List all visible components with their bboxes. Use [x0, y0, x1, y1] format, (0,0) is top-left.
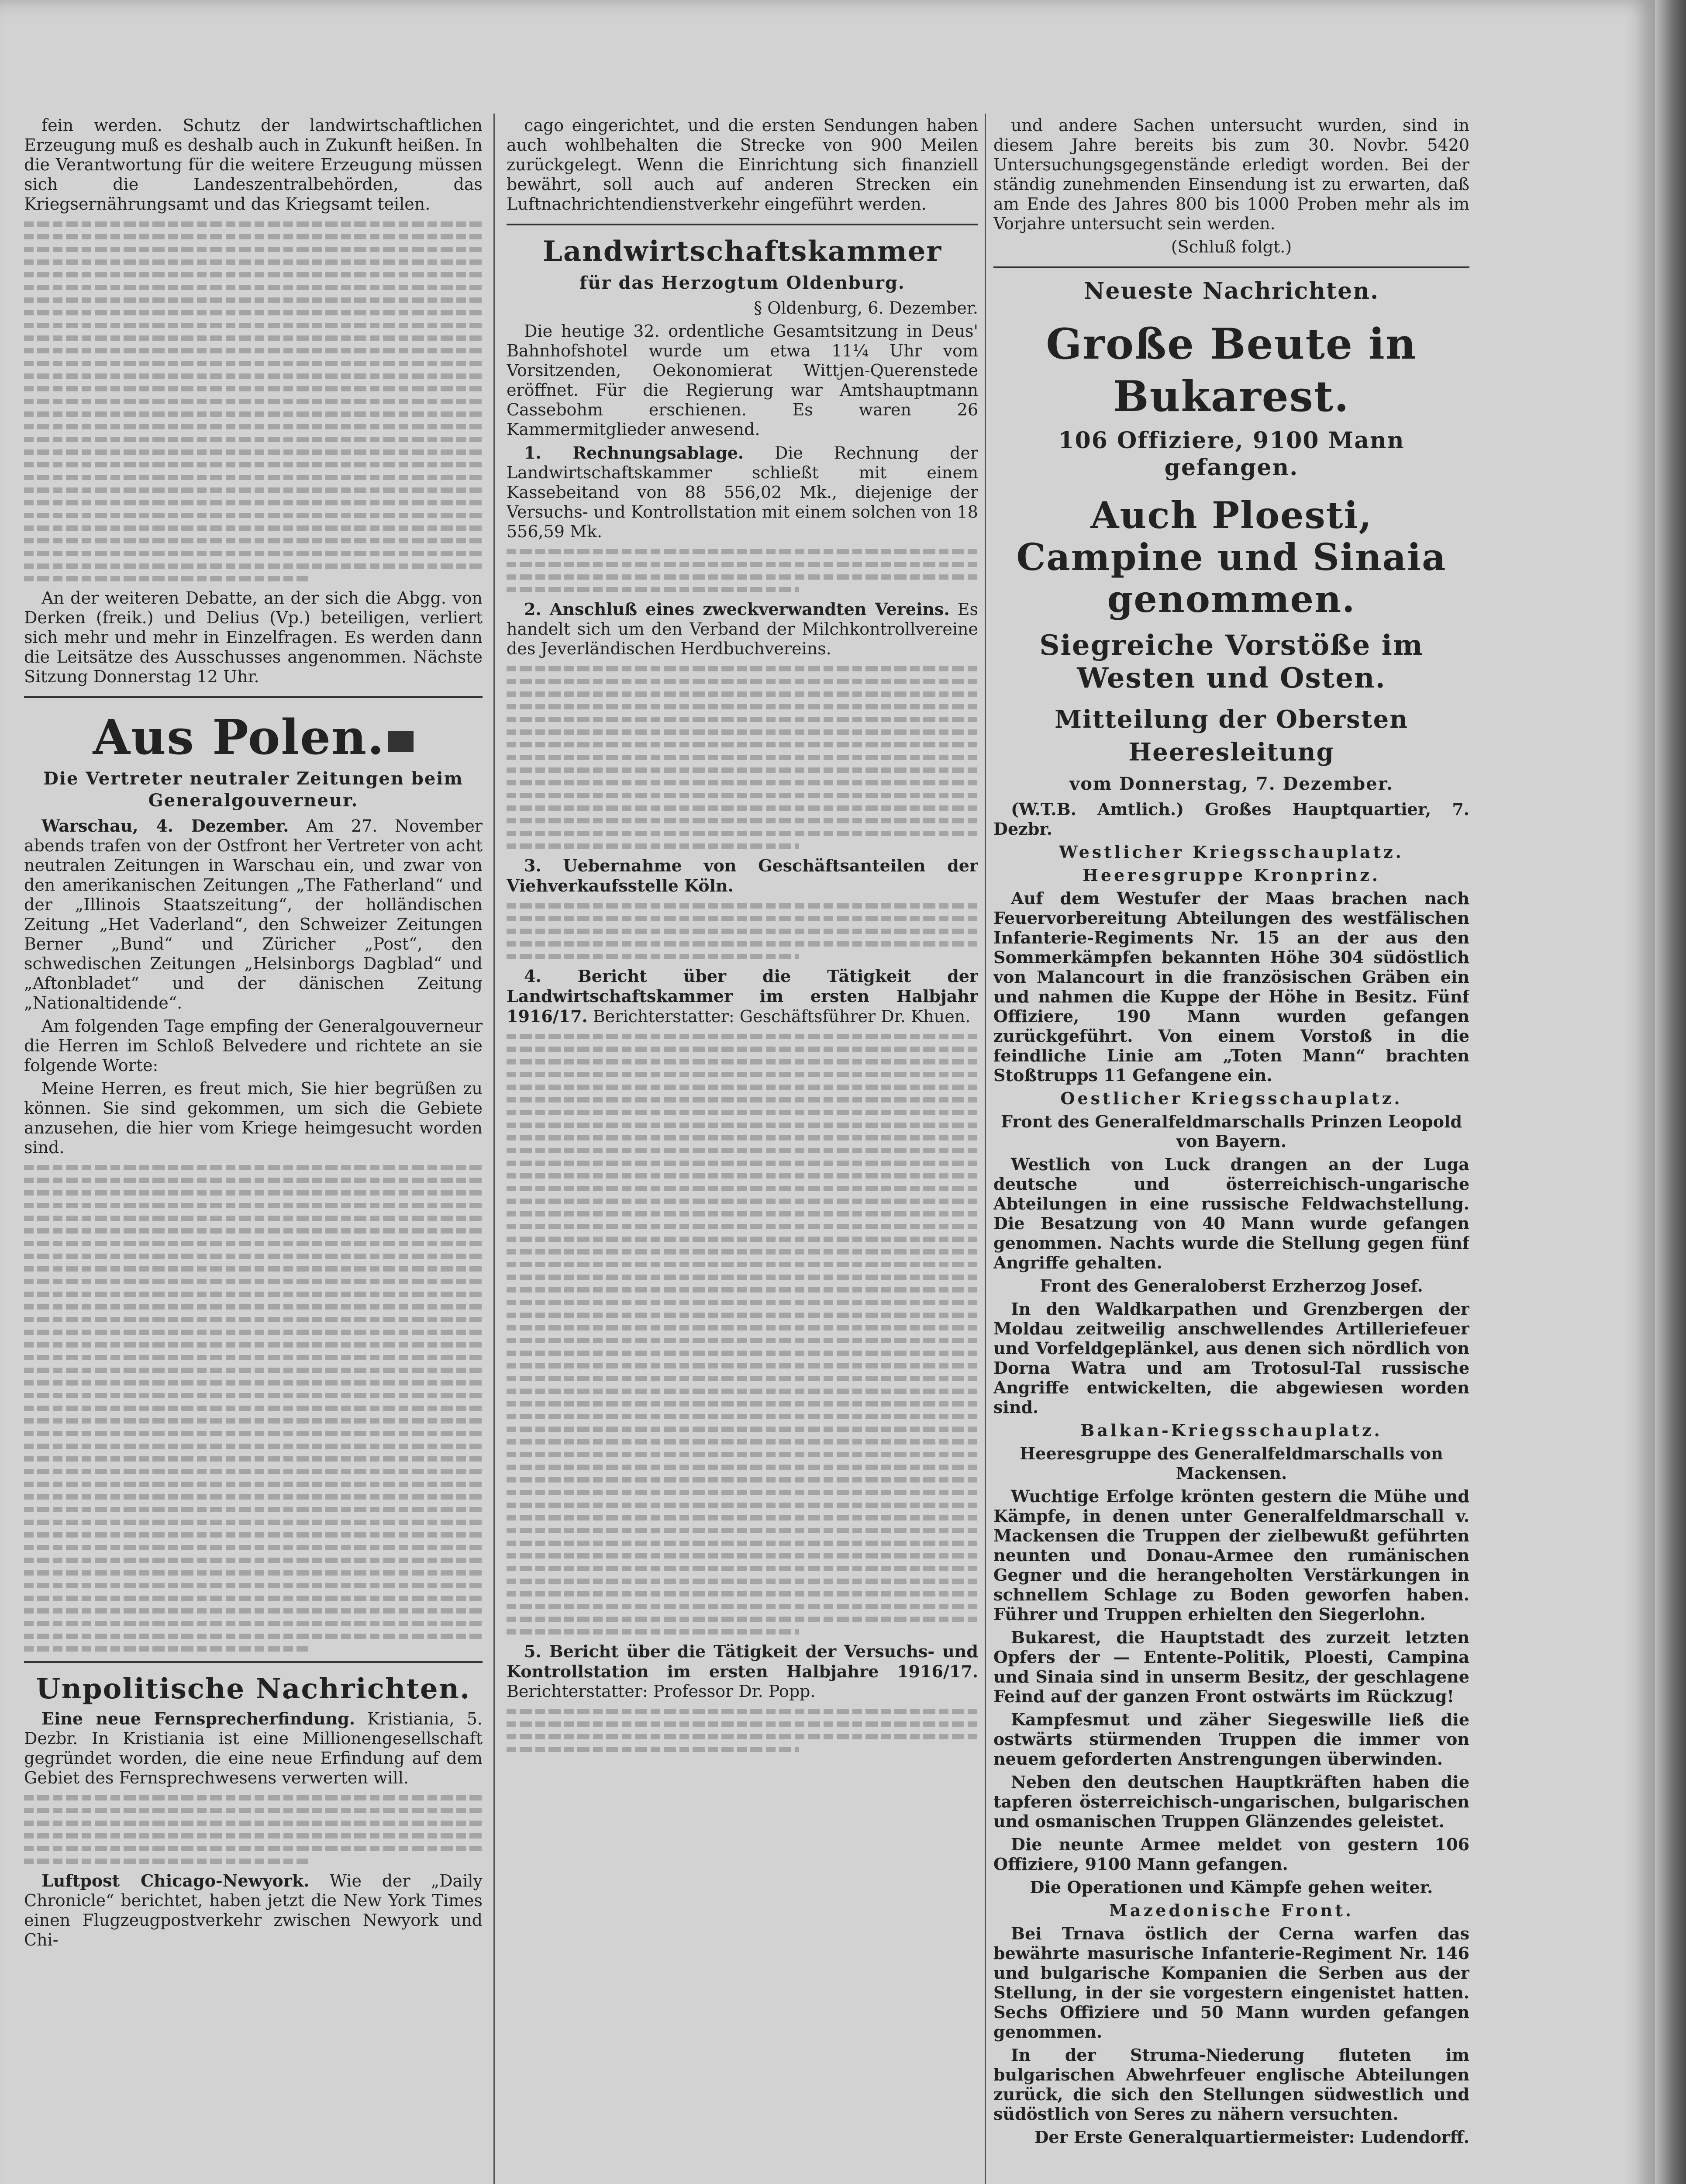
ploesti-headline: Auch Ploesti, Campine und Sinaia genommen. [1016, 494, 1447, 621]
item3-body-text [507, 903, 978, 959]
column-middle [507, 116, 978, 2184]
maz-text: Bei Trnava östlich der Cerna warfen das bewährte masurische Infanterie-Regiment Nr. 146 und bulgarische Kompanien die Serben aus der Stellung, in der sie vorgestern eingenistet hatten. Sechs Offiziere und 50 Mann wurden gefangen genommen. [993, 1924, 1469, 2042]
fern-item: Eine neue Fernsprecherfindung. Kristiania, 5. Dezbr. In Kristiania ist eine Millionengesellschaft gegründet worden, die eine neue Erfindung auf dem Gebiet des Fernsprechwesens verwerten will. [24, 1709, 483, 1787]
column-right [993, 116, 1469, 2184]
polen-para-3: Meine Herren, es freut mich, Sie hier begrüßen zu können. Sie sind gekommen, um sich die Gebiete anzusehen, die hier vom Kriege heimgesucht worden sind. [24, 1079, 483, 1157]
josef-heading: Front des Generaloberst Erzherzog Josef. [1040, 1276, 1423, 1296]
col3-para-top: und andere Sachen untersucht wurden, sind in diesem Jahre bereits bis zum 30. Novbr. 5420 Untersuchungsgegenstände erledigt worden. Bei der ständig zunehmenden Einsendung ist zu erwarten, daß am Ende des Jahres 800 bis 1000 Proben mehr als im Vorjahre untersucht sein werden. [993, 116, 1469, 233]
column-left [24, 116, 483, 2184]
wtb-line: (W.T.B. Amtlich.) Großes Hauptquartier, 7. Dezbr. [993, 799, 1469, 839]
ost-text: Westlich von Luck drangen an der Luga deutsche und österreichisch-ungarische Abteilungen in eine russische Feldwachstellung. Die Besatzung von 40 Mann wurde gefangen genommen. Nachts wurde die Stellung gegen fünf Angriffe gehalten. [993, 1154, 1469, 1272]
offiziere-headline: 106 Offiziere, 9100 Mann gefangen. [1058, 427, 1405, 481]
lwk-lead: Die heutige 32. ordentliche Gesamtsitzung in Deus' Bahnhofshotel wurde um etwa 11¼ Uhr vom Vorsitzenden, Oekonomierat Wittjen-Querenstede eröffnet. Für die Regierung war Amtshauptmann Cassebohm erschienen. Es waren 26 Kammermitglieder anwesend. [507, 321, 978, 439]
polen-subtitle: Die Vertreter neutraler Zeitungen beim Generalgouverneur. [43, 768, 463, 811]
neben-text: Neben den deutschen Hauptkräften haben die tapferen österreichisch-ungarischen, bulgarischen und osmanischen Truppen Glänzendes geleistet. [993, 1772, 1469, 1831]
mackensen-heading: Heeresgruppe des Generalfeldmarschalls von Mackensen. [1020, 1444, 1443, 1483]
lwk-item-5: 5. Bericht über die Tätigkeit der Versuchs- und Kontrollstation im ersten Halbjahre 1916/17. Berichterstatter: Professor Dr. Popp. [507, 1641, 978, 1701]
column-divider-1 [493, 114, 495, 2184]
vorstoesse-headline: Siegreiche Vorstöße im Westen und Osten. [1039, 629, 1424, 695]
col1-body-text [24, 221, 483, 581]
kronprinz-heading: Heeresgruppe Kronprinz. [1082, 865, 1381, 885]
item4-body-text [507, 1034, 978, 1635]
item2-body-text [507, 666, 978, 849]
vom-date: vom Donnerstag, 7. Dezember. [1069, 774, 1393, 794]
page-edge [1655, 0, 1686, 2184]
lwk-item-3: 3. Uebernahme von Geschäftsanteilen der Viehverkaufsstelle Köln. [507, 856, 978, 895]
neunte-text: Die neunte Armee meldet von gestern 106 Offiziere, 9100 Mann gefangen. [993, 1835, 1469, 1874]
col1-para-top: fein werden. Schutz der landwirtschaftlichen Erzeugung muß es deshalb auch in Zukunft heißen. In die Verantwortung für die weitere Erzeugung müssen sich die Landeszentralbehörden, das Kriegsernährungsamt und das Kriegsamt teilen. [24, 116, 483, 214]
ost-heading: Oestlicher Kriegsschauplatz. [1060, 1089, 1403, 1108]
west-text: Auf dem Westufer der Maas brachen nach Feuervorbereitung Abteilungen des westfälischen Infanterie-Regiments Nr. 15 an der aus den Sommerkämpfen bekannten Höhe 304 südöstlich von Malancourt in die französischen Gräben ein und nahmen die Kuppe der Höhe in Besitz. Fünf Offiziere, 190 Mann wurden gefangen zurückgeführt. Von einem Vorstoß in die feindliche Linie am „Toten Mann“ brachten Stoßtrupps 11 Gefangene ein. [993, 888, 1469, 1085]
beute-headline: Große Beute in Bukarest. [1046, 319, 1417, 421]
polen-para-2: Am folgenden Tage empfing der Generalgouverneur die Herren im Schloß Belvedere und richtete an sie folgende Worte: [24, 1016, 483, 1075]
col1-rule-1 [24, 696, 483, 698]
col1-para-close: An der weiteren Debatte, an der sich die Abgg. von Derken (freik.) und Delius (Vp.) beteiligen, verliert sich mehr und mehr in Einzelfragen. Es werden dann die Leitsätze des Ausschusses angenommen. Nächste Sitzung Donnerstag 12 Uhr. [24, 588, 483, 686]
lwk-subtitle: für das Herzogtum Oldenburg. [579, 273, 905, 293]
lwk-item-4: 4. Bericht über die Tätigkeit der Landwirtschaftskammer im ersten Halbjahr 1916/17. Berichterstatter: Geschäftsführer Dr. Khuen. [507, 966, 978, 1026]
leopold-heading: Front des Generalfeldmarschalls Prinzen Leopold von Bayern. [1000, 1112, 1462, 1151]
ops-text: Die Operationen und Kämpfe gehen weiter. [1030, 1877, 1433, 1897]
lwk-item-2: 2. Anschluß eines zweckverwandten Vereins. Es handelt sich um den Verband der Milchkontrollvereine des Jeverländischen Herdbuchvereins. [507, 599, 978, 658]
fern-body-text [24, 1795, 483, 1864]
unpolitische-headline: Unpolitische Nachrichten. [36, 1673, 471, 1705]
maz-heading: Mazedonische Front. [1109, 1901, 1354, 1920]
polen-body-text [24, 1165, 483, 1652]
polen-lead: Warschau, 4. Dezember. Am 27. November abends trafen von der Ostfront her Vertreter von acht neutralen Zeitungen in Warschau ein, und zwar von den amerikanischen Zeitungen „The Fatherland“ und der „Illinois Staatszeitung“, der holländischen Zeitung „Het Vaderland“, den Schweizer Zeitungen Berner „Bund“ und Züricher „Post“, den schwedischen Zeitungen „Helsinborgs Dagblad“ und „Aftonbladet“ und der dänischen Zeitung „Nationaltidende“. [24, 816, 483, 1013]
schluss-note: (Schluß folgt.) [1171, 237, 1292, 256]
item1-body-text [507, 549, 978, 592]
col3-rule-1 [993, 266, 1469, 268]
lwk-dateline: § Oldenburg, 6. Dezember. [754, 298, 978, 318]
kampf-text: Kampfesmut und zäher Siegeswille ließ die ostwärts stürmenden Truppen die immer von neuem geforderten Anstrengungen überwinden. [993, 1710, 1469, 1769]
col2-rule-1 [507, 224, 978, 225]
west-heading: Westlicher Kriegsschauplatz. [1059, 842, 1404, 862]
ludendorff-signature: Der Erste Generalquartiermeister: Ludendorff. [1034, 2127, 1469, 2147]
josef-text: In den Waldkarpathen und Grenzbergen der Moldau zeitweilig anschwellendes Artilleriefeuer und Vorfeldgeplänkel, aus denen sich nördlich von Dorna Watra und am Trotosul-Tal russische Angriffe entwickelten, die abgewiesen worden sind. [993, 1299, 1469, 1417]
lwk-item-1: 1. Rechnungsablage. Die Rechnung der Landwirtschaftskammer schließt mit einem Kassebeitand von 88 556,02 Mk., diejenige der Versuchs- und Kontrollstation mit einem solchen von 18 556,59 Mk. [507, 443, 978, 541]
polen-headline: Aus Polen. [24, 711, 483, 764]
mitteilung-headline: Mitteilung der Obersten Heeresleitung [1055, 705, 1408, 767]
balkan-heading: Balkan-Kriegsschauplatz. [1080, 1420, 1383, 1440]
col2-para-top: cago eingerichtet, und die ersten Sendungen haben auch wohlbehalten die Strecke von 900 Meilen zurückgelegt. Wenn die Einrichtung sich finanziell bewährt, soll auch auf anderen Strecken ein Luftnachrichtendienstverkehr eingeführt werden. [507, 116, 978, 214]
col1-rule-2 [24, 1661, 483, 1663]
struma-text: In der Struma-Niederung fluteten im bulgarischen Abwehrfeuer englische Abteilungen zurück, die sich den Stellungen südwestlich und südöstlich von Seres zu nähern versuchten. [993, 2045, 1469, 2124]
ornament-icon [388, 731, 414, 752]
lwk-headline: Landwirtschaftskammer [542, 235, 942, 268]
item5-body-text [507, 1709, 978, 1752]
balkan-text: Wuchtige Erfolge krönten gestern die Mühe und Kämpfe, in denen unter Generalfeldmarschall v. Mackensen die Truppen der zielbewußt geführten neunten und Donau-Armee den rumänischen Gegner und die herangeholten Verstärkungen in schnellem Schlage zu Boden geworfen haben. Führer und Truppen erhielten den Siegerlohn. [993, 1486, 1469, 1624]
neueste-headline: Neueste Nachrichten. [1083, 278, 1379, 304]
bukarest-text: Bukarest, die Hauptstadt des zurzeit letzten Opfers der — Entente-Politik, Ploesti, Campina und Sinaia sind in unserm Besitz, der geschlagene Feind auf der ganzen Front ostwärts im Rückzug! [993, 1628, 1469, 1706]
column-divider-2 [985, 114, 986, 2184]
luft-item: Luftpost Chicago-Newyork. Wie der „Daily Chronicle“ berichtet, haben jetzt die New York Times einen Flugzeugpostverkehr zwischen Newyork und Chi- [24, 1871, 483, 1949]
